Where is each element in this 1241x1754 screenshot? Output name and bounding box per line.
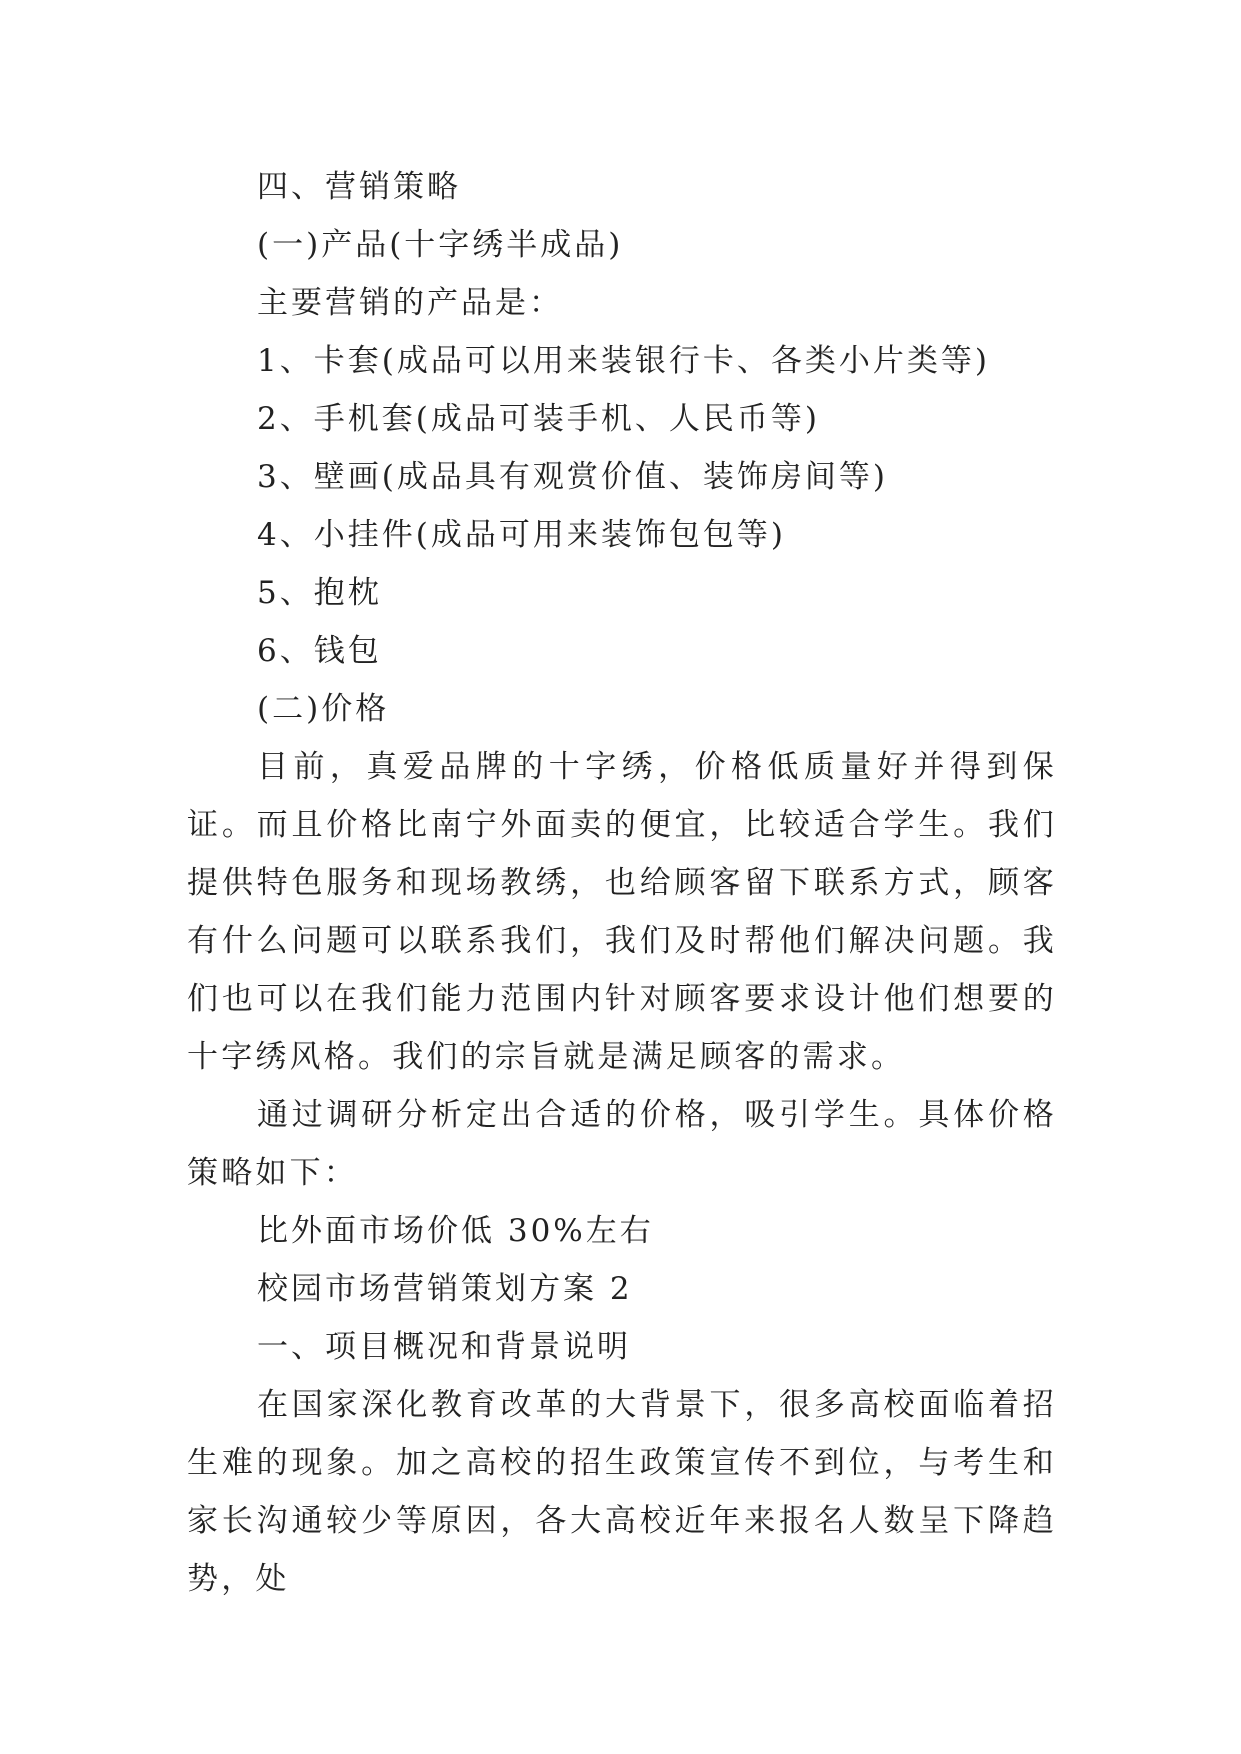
subsection-heading: (二)价格 (257, 691, 390, 727)
section-heading: 四、营销策略 (257, 169, 461, 205)
list-item: 2、手机套(成品可装手机、人民币等) (257, 401, 820, 437)
list-item: 6、钱包 (257, 633, 382, 669)
body-paragraph: 通过调研分析定出合适的价格，吸引学生。具体价格策略如下： (187, 1097, 1057, 1191)
list-item: 1、卡套(成品可以用来装银行卡、各类小片类等) (257, 343, 990, 379)
price-rule: 比外面市场价低 30%左右 (257, 1213, 654, 1249)
document-body (187, 158, 1057, 1608)
list-item: 5、抱枕 (257, 575, 382, 611)
section-heading: 一、项目概况和背景说明 (257, 1329, 631, 1365)
products-intro: 主要营销的产品是： (257, 285, 563, 321)
plan-title: 校园市场营销策划方案 2 (257, 1271, 633, 1307)
subsection-heading: (一)产品(十字绣半成品) (257, 227, 624, 263)
list-item: 4、小挂件(成品可用来装饰包包等) (257, 517, 786, 553)
body-paragraph: 在国家深化教育改革的大背景下，很多高校面临着招生难的现象。加之高校的招生政策宣传不到位，与考生和家长沟通较少等原因，各大高校近年来报名人数呈下降趋势，处 (187, 1387, 1057, 1597)
list-item: 3、壁画(成品具有观赏价值、装饰房间等) (257, 459, 888, 495)
body-paragraph: 目前，真爱品牌的十字绣，价格低质量好并得到保证。而且价格比南宁外面卖的便宜，比较适合学生。我们提供特色服务和现场教绣，也给顾客留下联系方式，顾客有什么问题可以联系我们，我们及时帮他们解决问题。我们也可以在我们能力范围内针对顾客要求设计他们想要的十字绣风格。我们的宗旨就是满足顾客的需求。 (187, 749, 1057, 1075)
